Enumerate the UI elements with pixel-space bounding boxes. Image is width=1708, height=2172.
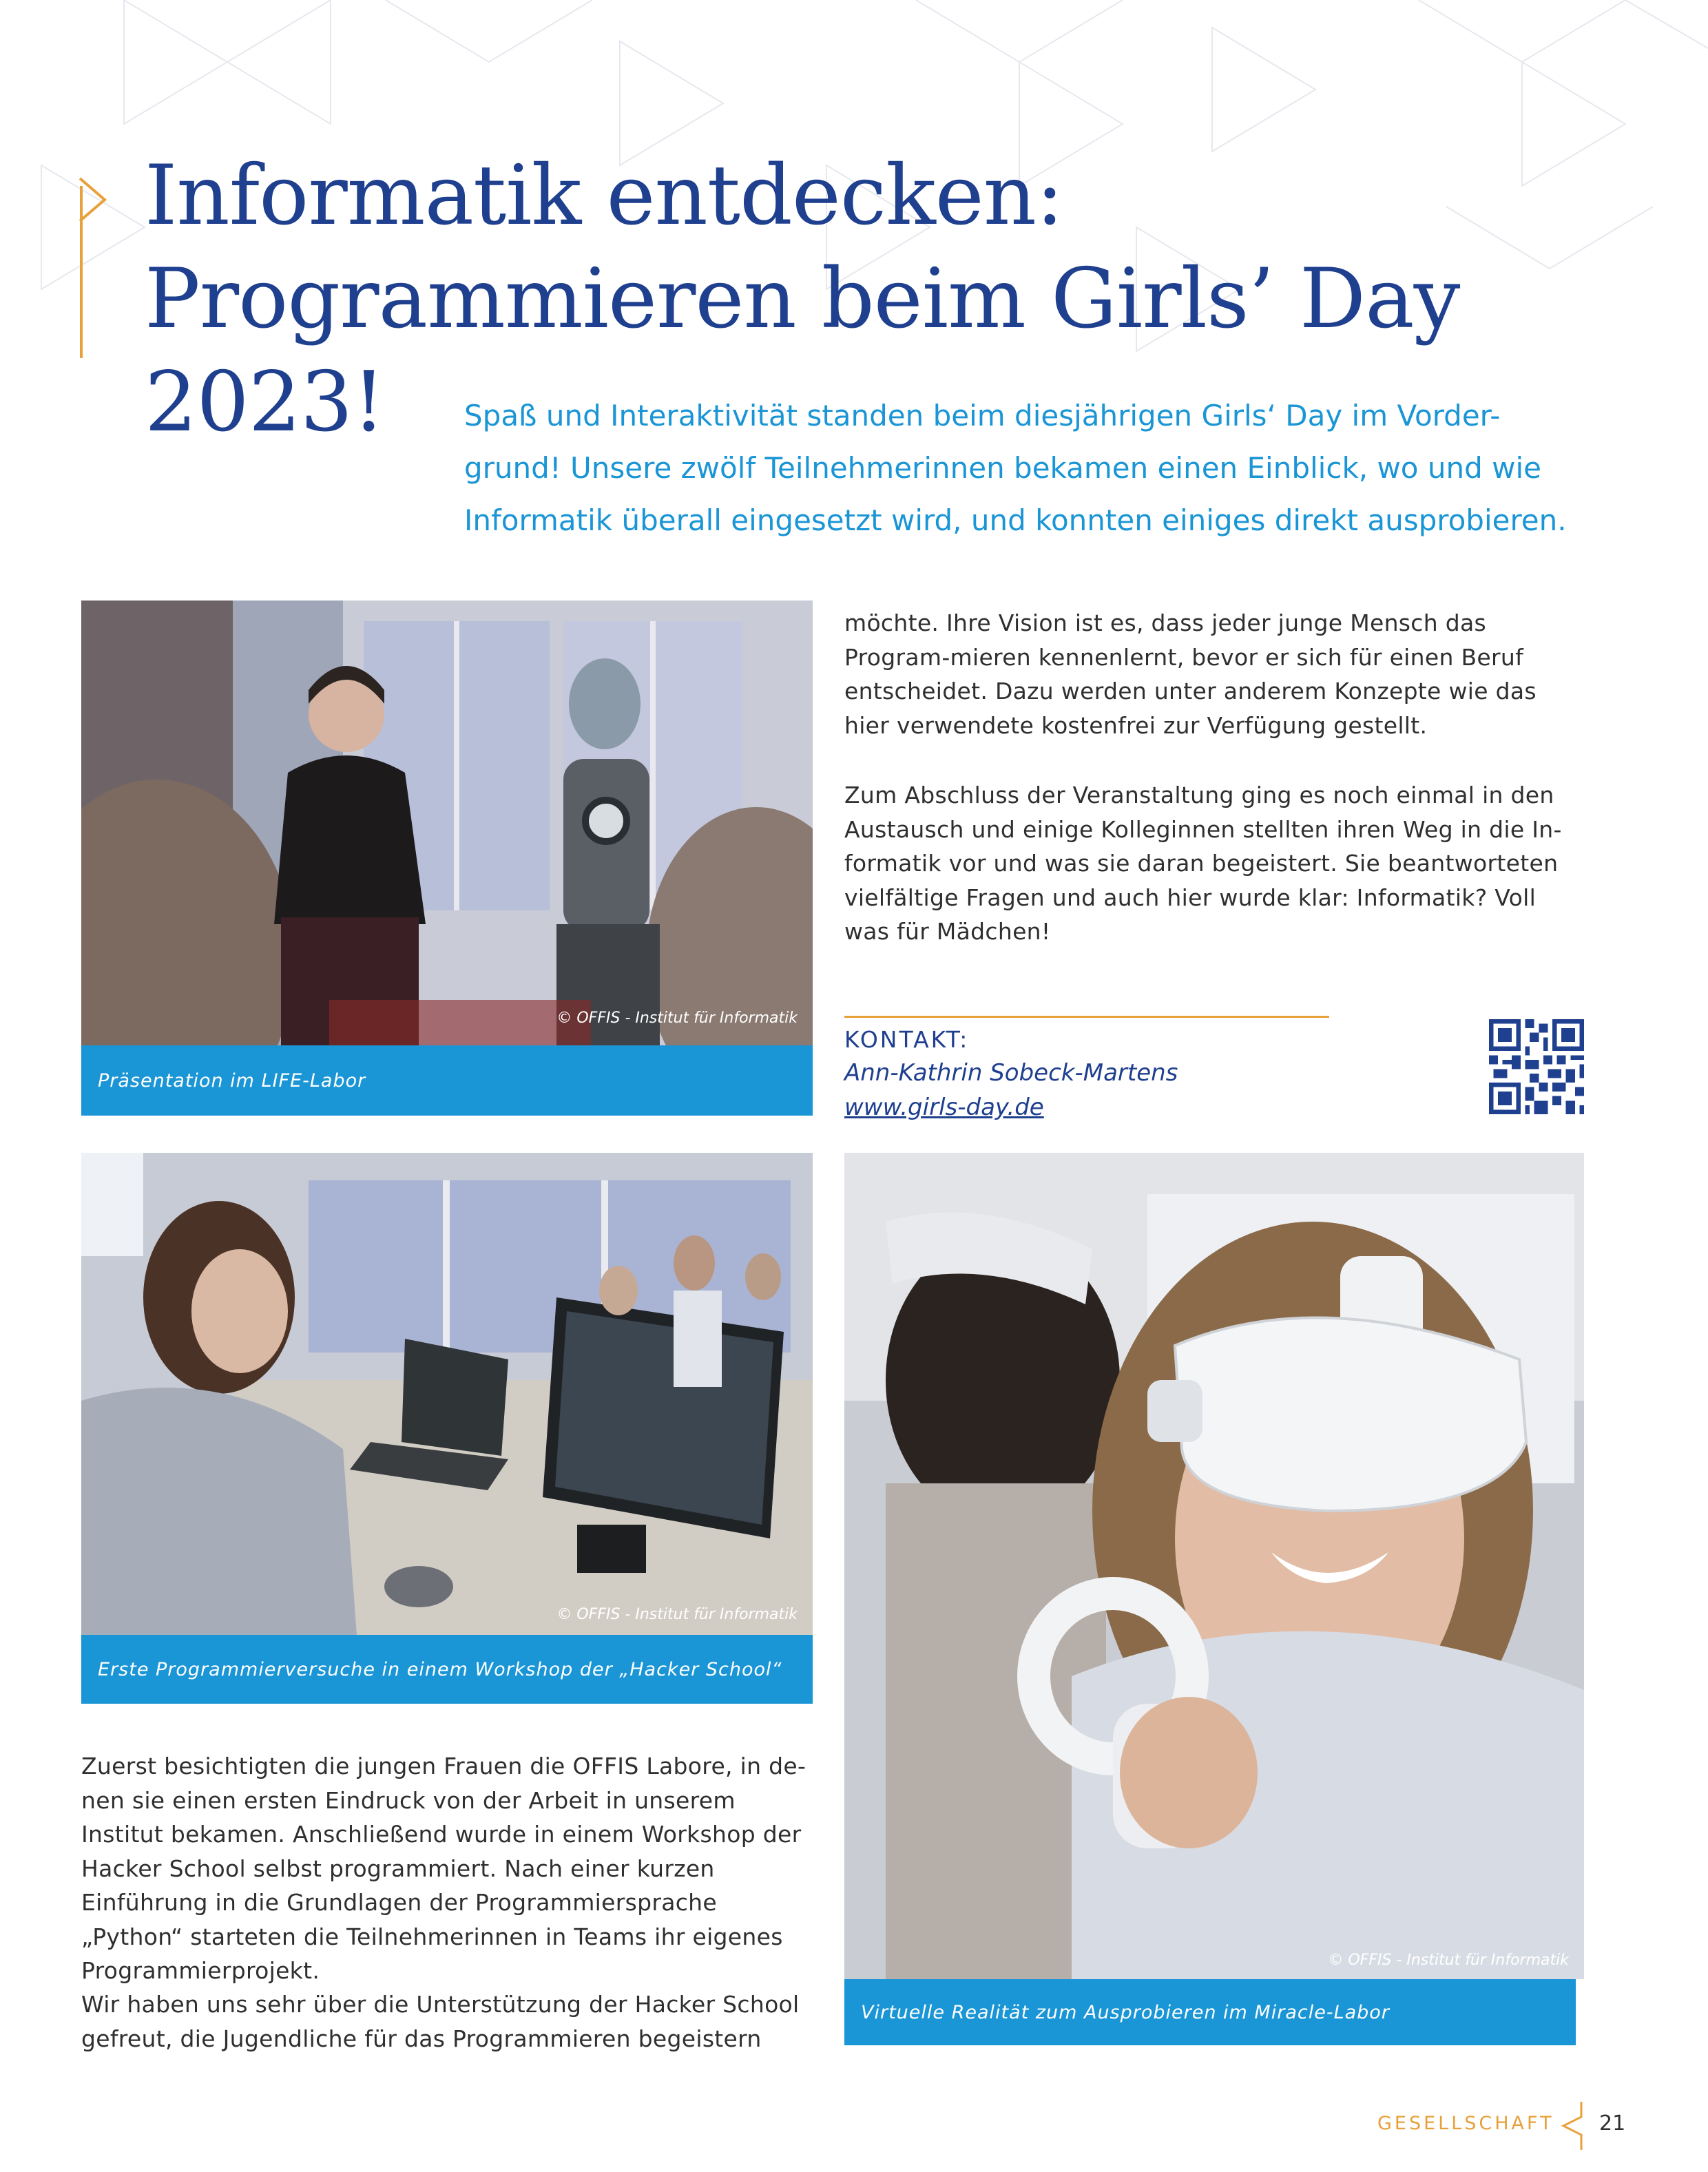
page-number: 21	[1599, 2111, 1626, 2136]
photo-caption: Virtuelle Realität zum Ausprobieren im Miracle-Labor	[844, 1979, 1576, 2045]
article-paragraph: Wir haben uns sehr über die Unterstützung der Hacker School gefreut, die Jugendliche für das Programmieren begeistern	[81, 1991, 800, 2052]
lead-paragraph: Spaß und Interaktivität standen beim diesjährigen Girls‘ Day im Vorder-grund! Unsere zwölf Teilnehmerinnen bekamen einen Einblick, wo und wie Informatik überall eingesetzt wird, und konnten einiges direkt ausprobieren.	[464, 399, 1567, 537]
photo-caption: Erste Programmierversuche in einem Workshop der „Hacker School“	[81, 1635, 813, 1704]
contact-label: KONTAKT:	[844, 1026, 970, 1053]
footer-section-label: GESELLSCHAFT	[1377, 2113, 1554, 2134]
title-accent-bar	[80, 186, 83, 358]
photo-life-lab	[81, 601, 813, 1045]
contact-name: Ann-Kathrin Sobeck-Martens	[844, 1059, 1178, 1087]
contact-link[interactable]: www.girls-day.de	[844, 1094, 1044, 1121]
photo-hacker-school	[81, 1153, 813, 1635]
footer-chevron-icon	[1558, 2102, 1585, 2150]
article-paragraph: möchte. Ihre Vision ist es, dass jeder junge Mensch das Program-mieren kennenlernt, bevor er sich für einen Beruf entscheidet. Dazu werden unter anderem Konzepte wie das hier verwendete kostenfrei zur Verfügung gestellt.	[844, 609, 1537, 739]
contact-divider	[844, 1016, 1329, 1018]
photo-credit: © OFFIS - Institut für Informatik	[556, 1010, 798, 1027]
photo-caption: Präsentation im LIFE-Labor	[81, 1045, 813, 1116]
photo-credit: © OFFIS - Institut für Informatik	[1328, 1952, 1569, 1969]
qr-code-icon[interactable]	[1489, 1019, 1584, 1114]
photo-credit: © OFFIS - Institut für Informatik	[556, 1606, 798, 1623]
photo-vr-miracle-lab	[844, 1153, 1584, 1979]
article-paragraph: Zum Abschluss der Veranstaltung ging es noch einmal in den Austausch und einige Kolleginnen stellten ihren Weg in die In-formatik vor und was sie daran begeistert. Sie beantworteten vielfältige Fragen und auch hier wurde klar: Informatik? Voll was für Mädchen!	[844, 782, 1562, 945]
page-title: Informatik entdecken: Programmieren beim Girls’ Day 2023!	[145, 148, 1460, 450]
article-paragraph: Zuerst besichtigten die jungen Frauen die OFFIS Labore, in de-nen sie einen ersten Eindruck von der Arbeit in unserem Institut bekamen. Anschließend wurde in einem Workshop der Hacker School selbst programmiert. Nach einer kurzen Einführung in die Grundlagen der Programmiersprache „Python“ starteten die Teilnehmerinnen in Teams ihr eigenes Programmierprojekt.	[81, 1753, 806, 1984]
